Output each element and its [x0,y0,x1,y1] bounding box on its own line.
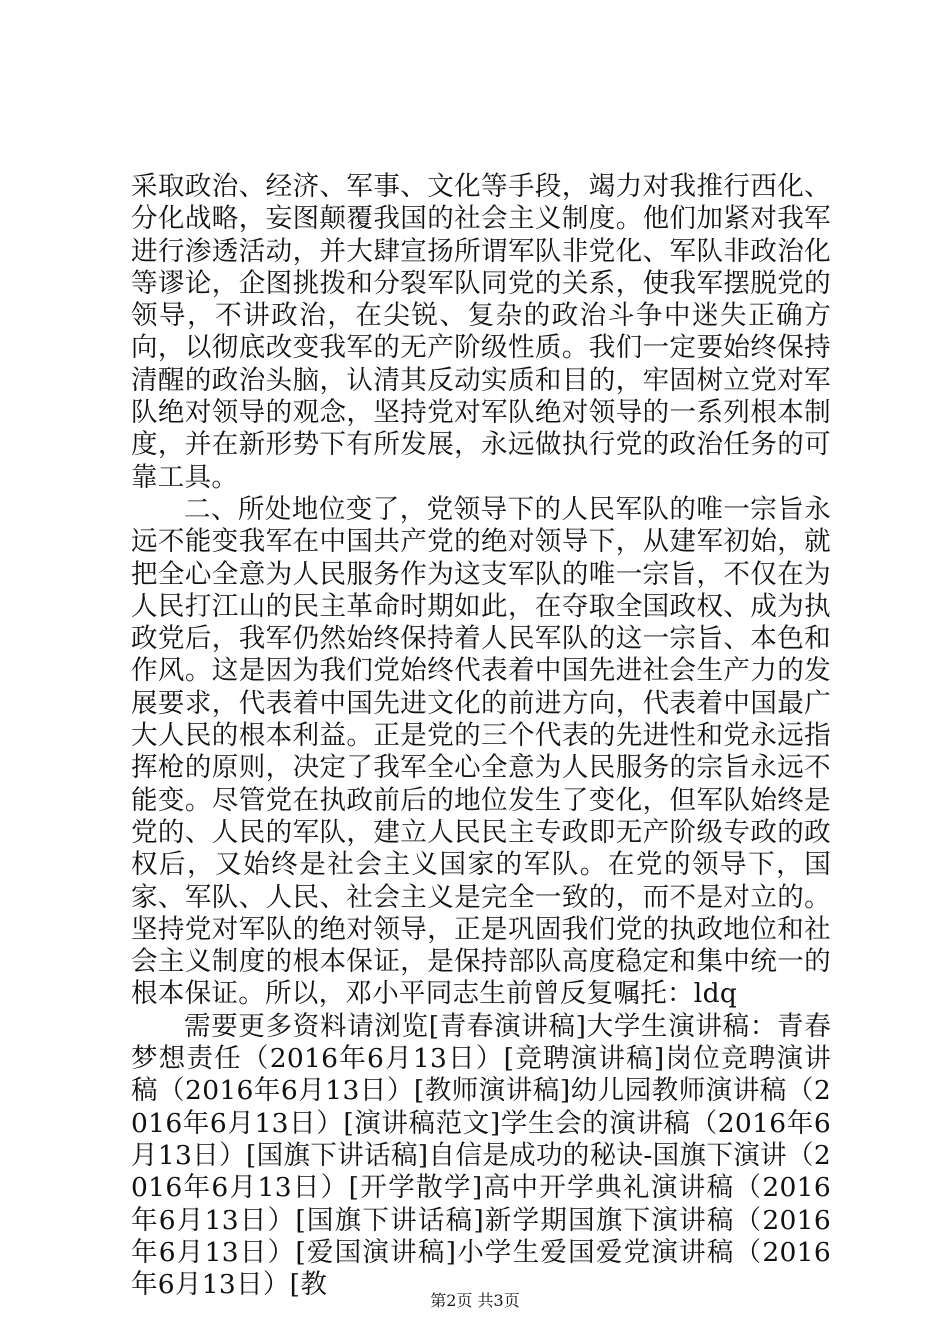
page-footer: 第2页 共3页 [430,1291,520,1310]
document-body [131,171,831,1301]
paragraph-1: 采取政治、经济、军事、文化等手段，竭力对我推行西化、分化战略，妄图颠覆我国的社会主义制度。他们加紧对我军进行渗透活动，并大肆宣扬所谓军队非党化、军队非政治化等谬论，企图挑拨和分裂军队同党的关系，使我军摆脱党的领导，不讲政治，在尖锐、复杂的政治斗争中迷失正确方向，以彻底改变我军的无产阶级性质。我们一定要始终保持清醒的政治头脑，认清其反动实质和目的，牢固树立党对军队绝对领导的观念，坚持党对军队绝对领导的一系列根本制度，并在新形势下有所发展，永远做执行党的政治任务的可靠工具。 [131,171,831,493]
paragraph-2: 二、所处地位变了，党领导下的人民军队的唯一宗旨永远不能变我军在中国共产党的绝对领导下，从建军初始，就把全心全意为人民服务作为这支军队的唯一宗旨，不仅在为人民打江山的民主革命时期如此，在夺取全国政权、成为执政党后，我军仍然始终保持着人民军队的这一宗旨、本色和作风。这是因为我们党始终代表着中国先进社会生产力的发展要求，代表着中国先进文化的前进方向，代表着中国最广大人民的根本利益。正是党的三个代表的先进性和党永远指挥枪的原则，决定了我军全心全意为人民服务的宗旨永远不能变。尽管党在执政前后的地位发生了变化，但军队始终是党的、人民的军队，建立人民民主专政即无产阶级专政的政权后，又始终是社会主义国家的军队。在党的领导下，国家、军队、人民、社会主义是完全一致的，而不是对立的。坚持党对军队的绝对领导，正是巩固我们党的执政地位和社会主义制度的根本保证，是保持部队高度稳定和集中统一的根本保证。所以，邓小平同志生前曾反复嘱托：ldq [131,493,831,1010]
paragraph-3: 需要更多资料请浏览[青春演讲稿]大学生演讲稿：青春梦想责任（2016年6月13日）[竞聘演讲稿]岗位竞聘演讲稿（2016年6月13日）[教师演讲稿]幼儿园教师演讲稿（2016年6月13日）[演讲稿范文]学生会的演讲稿（2016年6月13日）[国旗下讲话稿]自信是成功的秘诀-国旗下演讲（2016年6月13日）[开学散学]高中开学典礼演讲稿（2016年6月13日）[国旗下讲话稿]新学期国旗下演讲稿（2016年6月13日）[爱国演讲稿]小学生爱国爱党演讲稿（2016年6月13日）[教 [131,1010,831,1301]
